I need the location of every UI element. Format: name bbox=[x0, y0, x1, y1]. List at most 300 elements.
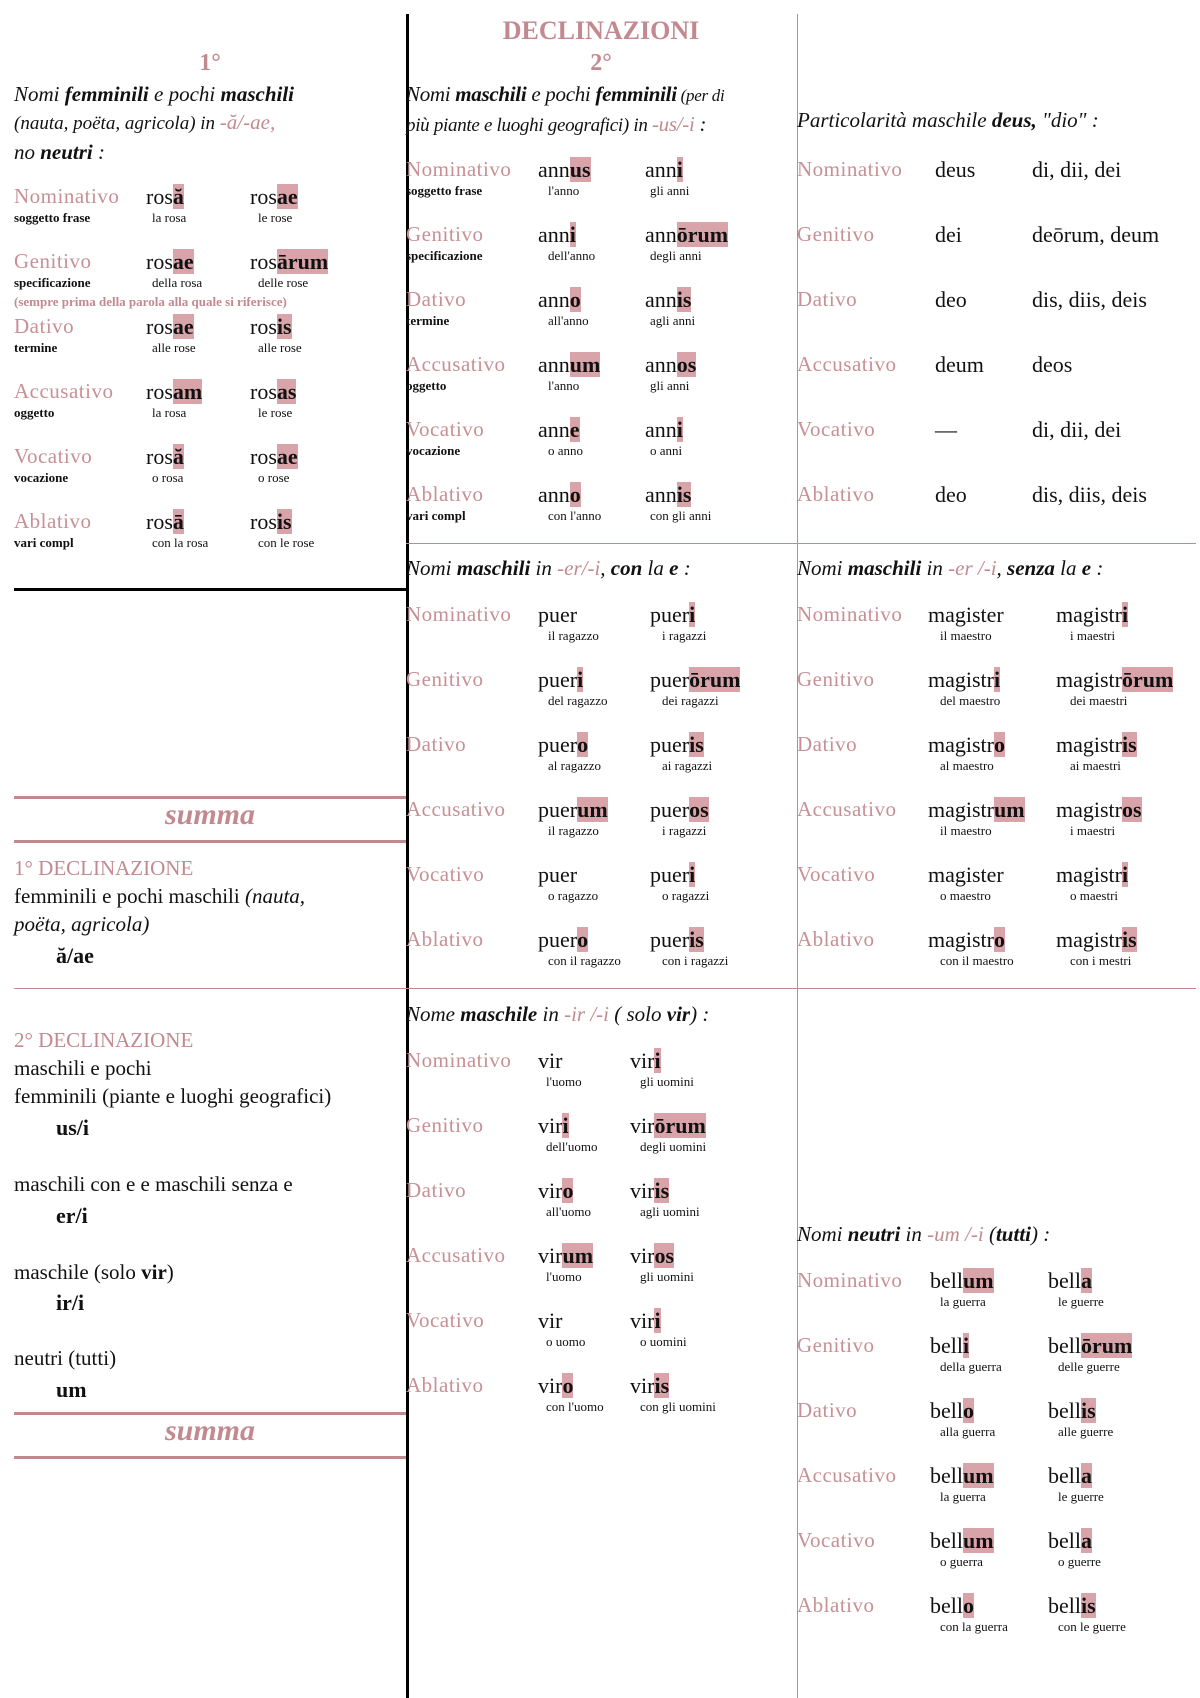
ir-row-2-plural bbox=[630, 1113, 706, 1139]
deus-row-6-singular: deo bbox=[935, 482, 967, 507]
um-row-1-plural-ending: a bbox=[1081, 1268, 1092, 1293]
er-row-2-plural-translation: dei ragazzi bbox=[662, 693, 719, 708]
summa-rule-bottom-2 bbox=[14, 1456, 406, 1459]
um-row-6-plural-translation: con le guerre bbox=[1058, 1619, 1126, 1634]
er-row-1-singular-stem: puer bbox=[538, 602, 578, 627]
um-row-4-singular-stem: bell bbox=[930, 1463, 963, 1488]
um-row-2-plural-ending: ōrum bbox=[1081, 1333, 1133, 1358]
er-row-5-singular-stem: puer bbox=[538, 862, 578, 887]
ir-row-1-case: Nominativo bbox=[406, 1048, 512, 1072]
deus-intro-b: deus, bbox=[991, 108, 1037, 132]
first-row-2-function: specificazione bbox=[14, 275, 91, 290]
first-row-5-plural-ending: ae bbox=[276, 444, 298, 469]
er-row-5-plural-translation: o ragazzi bbox=[662, 888, 710, 903]
um-row-4-plural-ending: a bbox=[1081, 1463, 1092, 1488]
ster-row-2-singular-stem: magistr bbox=[928, 667, 994, 692]
er-row-4-plural-stem: puer bbox=[650, 797, 690, 822]
um-row-6-singular-translation: con la guerra bbox=[940, 1619, 1008, 1634]
er-row-5-plural-ending: i bbox=[689, 862, 696, 887]
ster-intro-g: la bbox=[1054, 556, 1082, 580]
ster-row-1-case: Nominativo bbox=[797, 602, 903, 626]
ster-row-6-singular bbox=[928, 927, 1005, 953]
right-divider bbox=[797, 14, 798, 1698]
um-row-4-singular bbox=[930, 1463, 994, 1489]
ir-row-2-singular-stem: vir bbox=[538, 1113, 563, 1138]
summa-second-line2a: femminili bbox=[14, 1084, 97, 1108]
deus-row-1-case: Nominativo bbox=[797, 157, 903, 181]
deus-row-3-plural: dis, diis, deis bbox=[1032, 287, 1147, 312]
first-row-1-singular-ending: ă bbox=[172, 184, 184, 209]
first-row-6-singular bbox=[146, 509, 184, 535]
ster-row-1-plural-ending: i bbox=[1122, 602, 1129, 627]
um-intro-c: in bbox=[900, 1222, 928, 1246]
summa-label: summa bbox=[164, 798, 256, 831]
ir-row-3-case: Dativo bbox=[406, 1178, 467, 1202]
um-row-6-singular-ending: o bbox=[963, 1593, 974, 1618]
us-row-4-singular bbox=[538, 352, 600, 378]
um-row-6-plural bbox=[1048, 1593, 1096, 1619]
er-row-6-plural-translation: con i ragazzi bbox=[662, 953, 729, 968]
er-row-2-plural-ending: ōrum bbox=[689, 667, 741, 692]
us-row-1-singular-stem: ann bbox=[538, 157, 570, 182]
ster-row-2-case: Genitivo bbox=[797, 667, 875, 691]
ster-row-3-singular-stem: magistr bbox=[928, 732, 994, 757]
ir-row-2-plural-ending: ōrum bbox=[654, 1113, 706, 1138]
ster-intro-c: in bbox=[921, 556, 949, 580]
ster-row-1-singular-translation: il maestro bbox=[940, 628, 992, 643]
us-intro-c: e pochi bbox=[526, 82, 596, 106]
ster-row-6-plural-ending: is bbox=[1122, 927, 1137, 952]
er-intro-i: : bbox=[678, 556, 691, 580]
us-row-2-function: specificazione bbox=[406, 248, 483, 263]
er-intro-c: in bbox=[530, 556, 558, 580]
ster-row-5-plural-translation: o maestri bbox=[1070, 888, 1119, 903]
us-row-1-plural bbox=[645, 157, 683, 183]
ir-intro-f: vir bbox=[666, 1002, 691, 1026]
um-row-1-case: Nominativo bbox=[797, 1268, 903, 1292]
um-row-1-plural-stem: bell bbox=[1048, 1268, 1081, 1293]
er-row-4-singular-ending: um bbox=[577, 797, 608, 822]
ir-row-6-plural-stem: vir bbox=[630, 1373, 655, 1398]
us-row-1-function: soggetto frase bbox=[406, 183, 483, 198]
summa-second-line4b: (solo bbox=[88, 1260, 142, 1284]
first-row-3-singular bbox=[146, 314, 194, 340]
ster-row-4-plural-ending: os bbox=[1122, 797, 1142, 822]
summa-second-line4a: maschile bbox=[14, 1260, 89, 1284]
um-row-4-singular-ending: um bbox=[963, 1463, 994, 1488]
first-row-1-case: Nominativo bbox=[14, 184, 120, 208]
us-row-5-plural-stem: ann bbox=[645, 417, 677, 442]
ster-row-3-singular-ending: o bbox=[994, 732, 1005, 757]
summa-rule-bottom-1 bbox=[14, 840, 406, 843]
first-intro-d: maschili bbox=[220, 82, 295, 106]
ir-intro bbox=[406, 1002, 798, 1027]
deus-row-3-singular: deo bbox=[935, 287, 967, 312]
first-row-1-singular-stem: ros bbox=[146, 184, 173, 209]
us-row-5-singular-translation: o anno bbox=[548, 443, 584, 458]
ir-intro-d: -ir /-i bbox=[564, 1002, 610, 1026]
ir-row-1-plural-translation: gli uomini bbox=[640, 1074, 694, 1089]
left-divider bbox=[406, 14, 409, 1698]
um-row-5-singular-ending: um bbox=[963, 1528, 994, 1553]
ir-row-4-singular-translation: l'uomo bbox=[546, 1269, 582, 1284]
er-row-2-singular-ending: i bbox=[577, 667, 584, 692]
deus-row-4-case: Accusativo bbox=[797, 352, 897, 376]
summa-first-end: ă/ae bbox=[56, 943, 94, 968]
ir-row-5-singular bbox=[538, 1308, 562, 1334]
um-row-6-singular-stem: bell bbox=[930, 1593, 963, 1618]
ir-row-6-singular-translation: con l'uomo bbox=[546, 1399, 604, 1414]
ir-row-1-singular-stem: vir bbox=[538, 1048, 563, 1073]
um-row-4-plural-translation: le guerre bbox=[1058, 1489, 1104, 1504]
ster-row-5-plural bbox=[1056, 862, 1128, 888]
er-row-1-case: Nominativo bbox=[406, 602, 512, 626]
um-row-1-plural bbox=[1048, 1268, 1092, 1294]
ir-row-6-plural-translation: con gli uomini bbox=[640, 1399, 716, 1414]
deus-intro-a: Particolarità maschile bbox=[797, 108, 992, 132]
us-row-4-case: Accusativo bbox=[406, 352, 506, 376]
ir-row-5-plural-translation: o uomini bbox=[640, 1334, 687, 1349]
er-intro-h: e bbox=[669, 556, 679, 580]
er-row-4-case: Accusativo bbox=[406, 797, 506, 821]
er-intro-e: , bbox=[600, 556, 611, 580]
us-row-2-case: Genitivo bbox=[406, 222, 484, 246]
ir-intro-e: ( solo bbox=[609, 1002, 667, 1026]
ir-row-6-case: Ablativo bbox=[406, 1373, 484, 1397]
first-row-3-plural-ending: is bbox=[276, 314, 292, 339]
er-intro bbox=[406, 556, 798, 581]
us-intro-f: più piante e luoghi geografici) in bbox=[406, 115, 652, 136]
us-row-2-plural bbox=[645, 222, 728, 248]
ir-row-1-singular-translation: l'uomo bbox=[546, 1074, 582, 1089]
er-intro-b: maschili bbox=[456, 556, 531, 580]
ster-row-6-plural-stem: magistr bbox=[1056, 927, 1122, 952]
ster-row-2-plural-translation: dei maestri bbox=[1070, 693, 1128, 708]
first-row-1-plural bbox=[250, 184, 298, 210]
ir-row-3-plural-stem: vir bbox=[630, 1178, 655, 1203]
um-row-4-plural-stem: bell bbox=[1048, 1463, 1081, 1488]
um-row-3-plural-translation: alle guerre bbox=[1058, 1424, 1114, 1439]
first-decl-bottom-rule bbox=[14, 588, 406, 591]
ir-row-2-singular bbox=[538, 1113, 569, 1139]
first-intro-b: femminili bbox=[64, 82, 149, 106]
er-row-6-singular-translation: con il ragazzo bbox=[548, 953, 621, 968]
ster-row-5-singular-translation: o maestro bbox=[940, 888, 991, 903]
ster-row-3-plural-stem: magistr bbox=[1056, 732, 1122, 757]
um-intro-e: ( bbox=[983, 1222, 996, 1246]
first-row-5-plural-stem: ros bbox=[250, 444, 277, 469]
us-row-2-singular-translation: dell'anno bbox=[548, 248, 596, 263]
us-row-2-singular bbox=[538, 222, 576, 248]
um-row-2-plural bbox=[1048, 1333, 1132, 1359]
ster-row-6-singular-stem: magistr bbox=[928, 927, 994, 952]
us-row-3-singular bbox=[538, 287, 581, 313]
us-row-3-case: Dativo bbox=[406, 287, 467, 311]
ster-row-3-plural-translation: ai maestri bbox=[1070, 758, 1121, 773]
ster-row-4-singular-stem: magistr bbox=[928, 797, 994, 822]
first-row-5-singular-ending: ă bbox=[172, 444, 184, 469]
us-row-1-singular-ending: us bbox=[569, 157, 591, 182]
ster-row-6-case: Ablativo bbox=[797, 927, 875, 951]
deus-row-4-plural: deos bbox=[1032, 352, 1073, 377]
ster-row-5-plural-stem: magistr bbox=[1056, 862, 1122, 887]
um-row-3-case: Dativo bbox=[797, 1398, 858, 1422]
ir-row-6-singular bbox=[538, 1373, 573, 1399]
first-row-1-singular-translation: la rosa bbox=[152, 210, 187, 225]
er-intro-d: -er/-i bbox=[557, 556, 601, 580]
deus-row-6-plural: dis, diis, deis bbox=[1032, 482, 1147, 507]
ir-row-4-plural bbox=[630, 1243, 674, 1269]
summa-second-line4d: ) bbox=[166, 1260, 174, 1284]
first-row-4-plural-translation: le rose bbox=[258, 405, 293, 420]
summa-first-line2-text: poëta, agricola) bbox=[14, 912, 150, 936]
er-row-2-singular bbox=[538, 667, 583, 693]
ir-row-4-plural-translation: gli uomini bbox=[640, 1269, 694, 1284]
um-intro-f: tutti bbox=[995, 1222, 1031, 1246]
ir-row-3-singular-stem: vir bbox=[538, 1178, 563, 1203]
ster-row-6-plural bbox=[1056, 927, 1137, 953]
us-row-1-plural-stem: ann bbox=[645, 157, 677, 182]
um-intro-b: neutri bbox=[847, 1222, 901, 1246]
ster-intro-i: : bbox=[1091, 556, 1104, 580]
er-row-6-plural bbox=[650, 927, 704, 953]
us-row-4-plural-ending: os bbox=[676, 352, 697, 377]
first-row-5-singular-translation: o rosa bbox=[152, 470, 184, 485]
ir-row-5-plural bbox=[630, 1308, 661, 1334]
ir-row-4-singular-stem: vir bbox=[538, 1243, 563, 1268]
er-row-6-singular-ending: o bbox=[577, 927, 589, 952]
summa-label-2: summa bbox=[164, 1414, 256, 1447]
um-row-2-singular-stem: bell bbox=[930, 1333, 963, 1358]
summa-first-line1a: femminili e pochi maschili bbox=[14, 884, 245, 908]
us-row-5-plural-ending: i bbox=[676, 417, 683, 442]
um-row-4-case: Accusativo bbox=[797, 1463, 897, 1487]
first-decl-number: 1° bbox=[199, 50, 221, 76]
first-decl-intro bbox=[14, 80, 406, 166]
us-row-2-plural-ending: ōrum bbox=[676, 222, 729, 247]
summa-second-line5 bbox=[14, 1346, 116, 1371]
first-row-3-singular-translation: alle rose bbox=[152, 340, 196, 355]
first-row-4-function: oggetto bbox=[14, 405, 55, 420]
ir-row-5-case: Vocativo bbox=[406, 1308, 485, 1332]
er-row-4-singular bbox=[538, 797, 608, 823]
deus-intro bbox=[797, 108, 1197, 133]
first-row-6-plural-translation: con le rose bbox=[258, 535, 315, 550]
er-row-5-plural-stem: puer bbox=[650, 862, 690, 887]
er-row-3-singular-stem: puer bbox=[538, 732, 578, 757]
ir-row-3-singular-translation: all'uomo bbox=[546, 1204, 591, 1219]
er-row-3-singular-translation: al ragazzo bbox=[548, 758, 602, 773]
ster-row-5-plural-ending: i bbox=[1122, 862, 1129, 887]
us-intro bbox=[406, 80, 798, 140]
ir-row-1-plural-ending: i bbox=[654, 1048, 661, 1073]
us-row-6-singular-stem: ann bbox=[538, 482, 570, 507]
um-row-6-plural-ending: is bbox=[1081, 1593, 1096, 1618]
first-row-2-plural bbox=[250, 249, 328, 275]
er-row-3-plural-ending: is bbox=[689, 732, 704, 757]
us-row-3-singular-ending: o bbox=[569, 287, 581, 312]
er-row-4-plural-ending: os bbox=[689, 797, 709, 822]
ir-row-2-singular-ending: i bbox=[562, 1113, 569, 1138]
ster-intro bbox=[797, 556, 1197, 581]
er-row-5-singular bbox=[538, 862, 577, 888]
ir-row-5-singular-translation: o uomo bbox=[546, 1334, 586, 1349]
first-row-4-singular-ending: am bbox=[172, 379, 203, 404]
first-row-4-plural bbox=[250, 379, 296, 405]
summa-second-line5b: (tutti) bbox=[62, 1346, 117, 1370]
first-intro-i: : bbox=[92, 140, 106, 164]
ir-row-3-plural-ending: is bbox=[654, 1178, 670, 1203]
first-row-6-plural-stem: ros bbox=[250, 509, 277, 534]
first-row-3-plural bbox=[250, 314, 292, 340]
ster-row-6-plural-translation: con i mestri bbox=[1070, 953, 1132, 968]
er-row-2-singular-stem: puer bbox=[538, 667, 578, 692]
us-row-4-plural-stem: ann bbox=[645, 352, 677, 377]
summa-second-line1: maschili e pochi bbox=[14, 1056, 152, 1080]
ir-row-1-plural bbox=[630, 1048, 661, 1074]
ster-row-4-plural-translation: i maestri bbox=[1070, 823, 1116, 838]
first-row-3-plural-translation: alle rose bbox=[258, 340, 302, 355]
us-intro-e: (per di bbox=[676, 86, 725, 105]
deus-row-1-singular: deus bbox=[935, 157, 976, 182]
ster-row-4-singular-translation: il maestro bbox=[940, 823, 992, 838]
er-row-4-plural-translation: i ragazzi bbox=[662, 823, 707, 838]
ir-row-6-singular-stem: vir bbox=[538, 1373, 563, 1398]
first-row-2-plural-ending: ārum bbox=[276, 249, 329, 274]
ir-row-4-plural-ending: os bbox=[654, 1243, 675, 1268]
er-intro-g: la bbox=[642, 556, 670, 580]
er-row-3-plural-stem: puer bbox=[650, 732, 690, 757]
er-row-5-singular-translation: o ragazzo bbox=[548, 888, 599, 903]
ster-row-3-plural bbox=[1056, 732, 1137, 758]
ir-row-1-singular bbox=[538, 1048, 562, 1074]
first-row-2-singular-ending: ae bbox=[172, 249, 194, 274]
er-row-2-plural bbox=[650, 667, 740, 693]
ir-row-6-plural-ending: is bbox=[654, 1373, 670, 1398]
us-row-5-case: Vocativo bbox=[406, 417, 485, 441]
um-intro-a: Nomi bbox=[797, 1222, 848, 1246]
us-row-6-plural bbox=[645, 482, 691, 508]
um-row-6-plural-stem: bell bbox=[1048, 1593, 1081, 1618]
first-intro-e: (nauta, poëta, agricola) in bbox=[14, 113, 220, 134]
er-row-6-singular bbox=[538, 927, 588, 953]
er-row-2-plural-stem: puer bbox=[650, 667, 690, 692]
um-row-5-singular-translation: o guerra bbox=[940, 1554, 983, 1569]
first-row-5-singular bbox=[146, 444, 184, 470]
summa-second-line4 bbox=[14, 1260, 174, 1285]
um-row-3-singular-ending: o bbox=[963, 1398, 974, 1423]
ir-row-2-singular-translation: dell'uomo bbox=[546, 1139, 598, 1154]
um-row-4-plural bbox=[1048, 1463, 1092, 1489]
deus-row-6-case: Ablativo bbox=[797, 482, 875, 506]
us-row-6-singular-ending: o bbox=[569, 482, 581, 507]
er-row-2-case: Genitivo bbox=[406, 667, 484, 691]
ster-row-5-singular bbox=[928, 862, 1004, 888]
er-row-1-singular bbox=[538, 602, 577, 628]
ster-row-6-singular-ending: o bbox=[994, 927, 1005, 952]
ster-row-2-singular-ending: i bbox=[994, 667, 1001, 692]
first-intro-f: -ă/-ae, bbox=[219, 110, 276, 134]
us-row-5-singular-ending: e bbox=[569, 417, 580, 442]
ir-row-6-plural bbox=[630, 1373, 669, 1399]
first-row-6-plural bbox=[250, 509, 292, 535]
first-row-5-plural bbox=[250, 444, 298, 470]
us-row-2-singular-ending: i bbox=[569, 222, 576, 247]
page-title: DECLINAZIONI bbox=[502, 16, 700, 45]
us-row-3-plural-stem: ann bbox=[645, 287, 677, 312]
er-section-bottom-rule bbox=[406, 988, 1196, 989]
ir-row-2-plural-translation: degli uomini bbox=[640, 1139, 707, 1154]
ir-row-6-singular-ending: o bbox=[562, 1373, 574, 1398]
us-row-5-singular bbox=[538, 417, 580, 443]
um-intro bbox=[797, 1222, 1197, 1247]
us-row-3-function: termine bbox=[406, 313, 450, 328]
deus-row-5-singular: — bbox=[935, 417, 957, 442]
first-row-3-singular-stem: ros bbox=[146, 314, 173, 339]
us-row-5-plural-translation: o anni bbox=[650, 443, 683, 458]
er-row-5-case: Vocativo bbox=[406, 862, 485, 886]
ster-row-1-plural-stem: magistr bbox=[1056, 602, 1122, 627]
er-intro-a: Nomi bbox=[406, 556, 457, 580]
ster-row-4-plural-stem: magistr bbox=[1056, 797, 1122, 822]
first-row-3-case: Dativo bbox=[14, 314, 75, 338]
um-row-5-plural-translation: o guerre bbox=[1058, 1554, 1101, 1569]
deus-row-1-plural: di, dii, dei bbox=[1032, 157, 1122, 182]
ir-intro-g: ) : bbox=[690, 1002, 710, 1026]
us-row-5-plural bbox=[645, 417, 683, 443]
us-row-6-case: Ablativo bbox=[406, 482, 484, 506]
us-row-4-plural-translation: gli anni bbox=[650, 378, 690, 393]
ster-row-3-singular-translation: al maestro bbox=[940, 758, 994, 773]
ir-row-2-plural-stem: vir bbox=[630, 1113, 655, 1138]
us-row-1-singular-translation: l'anno bbox=[548, 183, 580, 198]
summa-second-line5a: neutri bbox=[14, 1346, 63, 1370]
us-row-2-plural-translation: degli anni bbox=[650, 248, 702, 263]
ir-row-3-plural bbox=[630, 1178, 669, 1204]
ir-row-3-singular bbox=[538, 1178, 573, 1204]
summa-first-line2 bbox=[14, 912, 149, 937]
us-row-3-plural-translation: agli anni bbox=[650, 313, 696, 328]
er-row-6-plural-stem: puer bbox=[650, 927, 690, 952]
us-row-1-plural-ending: i bbox=[676, 157, 683, 182]
first-row-1-function: soggetto frase bbox=[14, 210, 91, 225]
first-row-5-function: vocazione bbox=[14, 470, 69, 485]
deus-row-2-singular: dei bbox=[935, 222, 962, 247]
um-row-6-case: Ablativo bbox=[797, 1593, 875, 1617]
first-row-1-singular bbox=[146, 184, 184, 210]
ir-intro-b: maschile bbox=[460, 1002, 538, 1026]
first-row-3-singular-ending: ae bbox=[172, 314, 194, 339]
ster-intro-b: maschili bbox=[847, 556, 922, 580]
summa-mid-rule bbox=[14, 988, 406, 989]
us-section-bottom-rule bbox=[406, 543, 1196, 544]
er-row-6-singular-stem: puer bbox=[538, 927, 578, 952]
ir-row-4-case: Accusativo bbox=[406, 1243, 506, 1267]
er-row-1-plural-translation: i ragazzi bbox=[662, 628, 707, 643]
ster-intro-e: , bbox=[996, 556, 1008, 580]
first-row-6-singular-ending: ā bbox=[172, 509, 184, 534]
er-row-1-singular-translation: il ragazzo bbox=[548, 628, 599, 643]
first-row-4-plural-stem: ros bbox=[250, 379, 277, 404]
ster-row-4-singular-ending: um bbox=[994, 797, 1025, 822]
um-row-3-plural-stem: bell bbox=[1048, 1398, 1081, 1423]
us-row-6-singular bbox=[538, 482, 581, 508]
ir-row-4-singular-ending: um bbox=[562, 1243, 594, 1268]
deus-intro-c: "dio" : bbox=[1036, 108, 1099, 132]
ster-row-3-plural-ending: is bbox=[1122, 732, 1137, 757]
us-row-4-plural bbox=[645, 352, 696, 378]
ster-row-4-singular bbox=[928, 797, 1025, 823]
